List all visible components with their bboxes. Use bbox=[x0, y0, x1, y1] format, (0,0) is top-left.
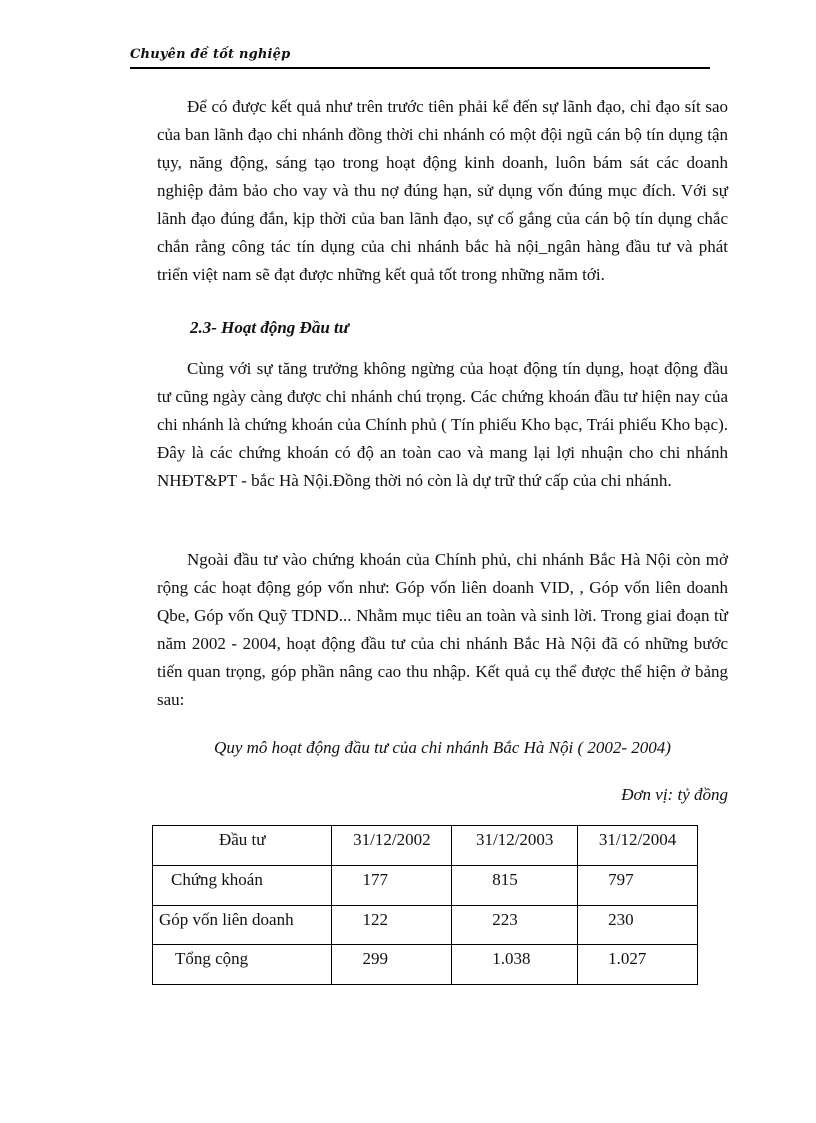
row-label: Góp vốn liên doanh bbox=[153, 905, 332, 945]
row-label: Tổng cộng bbox=[153, 945, 332, 985]
paragraph-text: Ngoài đầu tư vào chứng khoán của Chính phủ, chi nhánh Bắc Hà Nội còn mở rộng các hoạt động góp vốn như: Góp vốn liên doanh VID, , Góp vốn liên doanh Qbe, Góp vốn Quỹ TDND... Nhằm mục tiêu an toàn và sinh lời. Trong giai đoạn từ năm 2002 - 2004, hoạt động đầu tư của chi nhánh Bắc Hà Nội đã có những bước tiến quan trọng, góp phần nâng cao thu nhập. Kết quả cụ thể được thể hiện ở bảng sau: bbox=[157, 550, 728, 709]
investment-table bbox=[152, 825, 698, 985]
table-row bbox=[153, 945, 698, 985]
table-cell: 797 bbox=[578, 865, 698, 905]
paragraph-text: Cùng với sự tăng trưởng không ngừng của hoạt động tín dụng, hoạt động đầu tư cũng ngày càng được chi nhánh chú trọng. Các chứng khoán đầu tư hiện nay của chi nhánh là chứng khoán của Chính phủ ( Tín phiếu Kho bạc, Trái phiếu Kho bạc). Đây là các chứng khoán có độ an toàn cao và mang lại lợi nhuận cho chi nhánh NHĐT&PT - bắc Hà Nội.Đồng thời nó còn là dự trữ thứ cấp của chi nhánh. bbox=[157, 359, 728, 490]
table-cell: 815 bbox=[452, 865, 578, 905]
unit-label: Đơn vị: tỷ đồng bbox=[621, 785, 728, 804]
table-row bbox=[153, 865, 698, 905]
table-header-row bbox=[153, 826, 698, 866]
header-title: Chuyên đề tốt nghiệp bbox=[130, 47, 291, 62]
table-cell: 1.038 bbox=[452, 945, 578, 985]
header-cell: 31/12/2004 bbox=[578, 826, 698, 866]
table-cell: 177 bbox=[332, 865, 452, 905]
paragraph-leadership bbox=[157, 93, 728, 289]
paragraph-text: Để có được kết quả như trên trước tiên phải kể đến sự lãnh đạo, chỉ đạo sít sao của ban lãnh đạo chi nhánh đồng thời chi nhánh có một đội ngũ cán bộ tín dụng tận tụy, năng động, sáng tạo trong hoạt động kinh doanh, luôn bám sát các doanh nghiệp đảm bảo cho vay và thu nợ đúng hạn, sử dụng vốn đúng mục đích. Với sự lãnh đạo đúng đắn, kịp thời của ban lãnh đạo, sự cố gắng của cán bộ tín dụng chắc chắn rằng công tác tín dụng của chi nhánh bắc hà nội_ngân hàng đầu tư và phát triển việt nam sẽ đạt được những kết quả tốt trong những năm tới. bbox=[157, 97, 728, 284]
header-cell: 31/12/2003 bbox=[452, 826, 578, 866]
paragraph-investment bbox=[157, 355, 728, 495]
table-cell: 223 bbox=[452, 905, 578, 945]
table-cell: 299 bbox=[332, 945, 452, 985]
table-row bbox=[153, 905, 698, 945]
section-heading: 2.3- Hoạt động Đầu tư bbox=[190, 318, 349, 337]
header-rule bbox=[130, 67, 710, 69]
table-caption: Quy mô hoạt động đầu tư của chi nhánh Bắc Hà Nội ( 2002- 2004) bbox=[214, 738, 671, 757]
table-cell: 122 bbox=[332, 905, 452, 945]
table-cell: 230 bbox=[578, 905, 698, 945]
paragraph-capital bbox=[157, 546, 728, 714]
row-label: Chứng khoán bbox=[153, 865, 332, 905]
table-cell: 1.027 bbox=[578, 945, 698, 985]
header-cell: 31/12/2002 bbox=[332, 826, 452, 866]
header-cell: Đầu tư bbox=[153, 826, 332, 866]
